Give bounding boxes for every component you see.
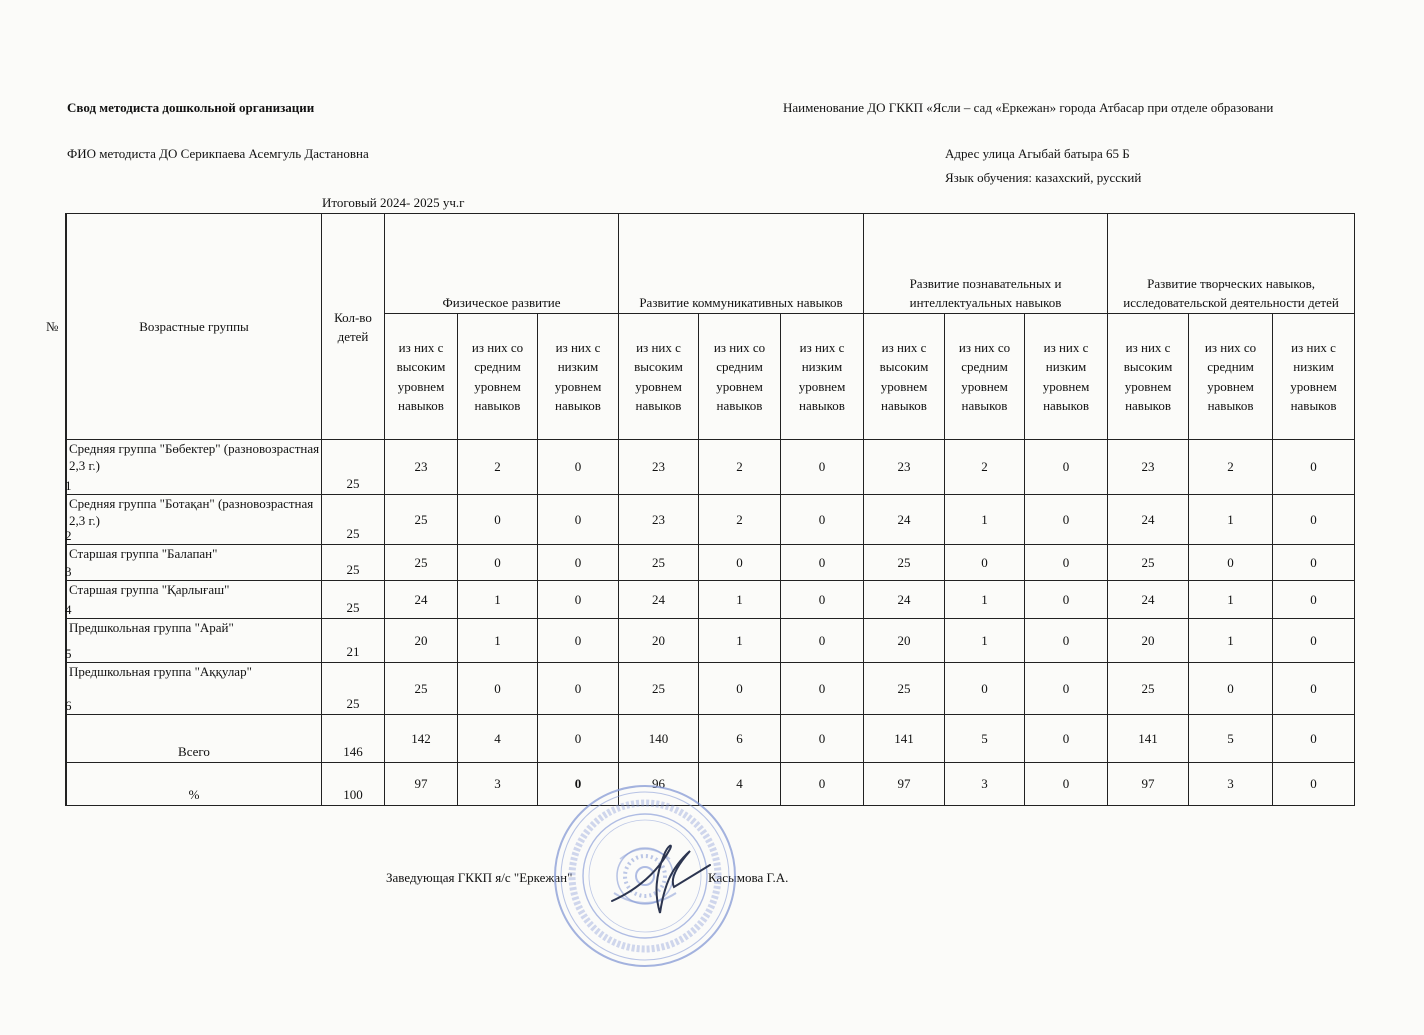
level-value: 0 <box>538 715 619 763</box>
row-number: 2 <box>66 495 67 545</box>
subheader-low: из них с низким уровнем навыков <box>781 314 864 440</box>
row-number: 5 <box>66 619 67 663</box>
level-value: 141 <box>864 715 945 763</box>
address: Адрес улица Агыбай батыра 65 Б <box>945 146 1130 161</box>
level-value: 20 <box>1108 619 1189 663</box>
row-number: 3 <box>66 545 67 581</box>
level-value: 20 <box>619 619 699 663</box>
report-period: Итоговый 2024- 2025 уч.г <box>322 195 465 210</box>
subheader-low: из них с низким уровнем навыков <box>1273 314 1355 440</box>
level-value: 0 <box>781 440 864 495</box>
level-value: 0 <box>1025 495 1108 545</box>
level-value: 0 <box>1025 663 1108 715</box>
level-value: 0 <box>538 440 619 495</box>
level-value: 25 <box>385 545 458 581</box>
level-value: 23 <box>1108 440 1189 495</box>
table-row <box>66 663 1355 715</box>
level-value: 3 <box>458 763 538 806</box>
group-name: Предшкольная группа "Арай" <box>67 619 322 663</box>
children-count: 25 <box>322 440 385 495</box>
level-value: 24 <box>1108 495 1189 545</box>
level-value: 2 <box>699 440 781 495</box>
level-value: 0 <box>781 619 864 663</box>
level-value: 2 <box>699 495 781 545</box>
level-value: 0 <box>781 763 864 806</box>
column-header-number: № <box>66 214 67 440</box>
level-value: 0 <box>458 545 538 581</box>
group-name: Предшкольная группа "Аққулар" <box>67 663 322 715</box>
level-value: 0 <box>1273 581 1355 619</box>
level-value: 23 <box>864 440 945 495</box>
level-value: 0 <box>538 619 619 663</box>
level-value: 97 <box>1108 763 1189 806</box>
level-value: 141 <box>1108 715 1189 763</box>
level-value: 0 <box>1273 440 1355 495</box>
level-value: 23 <box>385 440 458 495</box>
row-number: 6 <box>66 663 67 715</box>
subheader-low: из них с низким уровнем навыков <box>538 314 619 440</box>
section-creative: Развитие творческих навыков, исследовательской деятельности детей <box>1108 214 1355 314</box>
level-value: 23 <box>619 440 699 495</box>
level-value: 0 <box>1189 545 1273 581</box>
group-name: Средняя группа "Бөбектер" (разновозрастная 2,3 г.) <box>67 440 322 495</box>
level-value: 0 <box>1273 495 1355 545</box>
level-value: 1 <box>458 619 538 663</box>
children-count: 25 <box>322 495 385 545</box>
level-value: 1 <box>945 495 1025 545</box>
level-value: 0 <box>781 545 864 581</box>
level-value: 25 <box>864 663 945 715</box>
level-value: 0 <box>538 545 619 581</box>
level-value: 0 <box>1025 715 1108 763</box>
level-value: 3 <box>945 763 1025 806</box>
level-value: 0 <box>458 495 538 545</box>
column-header-groups: Возрастные группы <box>67 214 322 440</box>
table-row <box>66 581 1355 619</box>
group-name: Старшая группа "Қарлығаш" <box>67 581 322 619</box>
total-row <box>66 715 1355 763</box>
level-value: 0 <box>1025 619 1108 663</box>
level-value: 24 <box>1108 581 1189 619</box>
level-value: 0 <box>1189 663 1273 715</box>
row-number: 1 <box>66 440 67 495</box>
children-count: 25 <box>322 581 385 619</box>
total-row-count: 146 <box>322 715 385 763</box>
level-value: 0 <box>1273 663 1355 715</box>
level-value: 142 <box>385 715 458 763</box>
level-value: 0 <box>538 663 619 715</box>
level-value: 24 <box>619 581 699 619</box>
level-value: 2 <box>458 440 538 495</box>
level-value: 1 <box>1189 495 1273 545</box>
table-row <box>66 545 1355 581</box>
level-value: 25 <box>385 663 458 715</box>
table-body <box>46 214 1355 806</box>
level-value: 25 <box>619 545 699 581</box>
official-seal-stamp <box>552 783 738 969</box>
level-value: 4 <box>699 763 781 806</box>
level-value: 96 <box>619 763 699 806</box>
level-value: 1 <box>699 581 781 619</box>
level-value: 24 <box>385 581 458 619</box>
teaching-language: Язык обучения: казахский, русский <box>945 170 1142 185</box>
level-value: 1 <box>945 581 1025 619</box>
row-number: 4 <box>66 581 67 619</box>
level-value: 25 <box>864 545 945 581</box>
level-value: 25 <box>1108 545 1189 581</box>
level-value: 25 <box>385 495 458 545</box>
level-value: 0 <box>1025 440 1108 495</box>
table-row <box>66 619 1355 663</box>
level-value: 0 <box>781 715 864 763</box>
level-value: 20 <box>385 619 458 663</box>
level-value: 5 <box>1189 715 1273 763</box>
level-value: 0 <box>1025 545 1108 581</box>
level-value: 1 <box>1189 619 1273 663</box>
subheader-high: из них с высоким уровнем навыков <box>619 314 699 440</box>
level-value: 0 <box>781 581 864 619</box>
level-value: 0 <box>1025 581 1108 619</box>
subheader-low: из них с низким уровнем навыков <box>1025 314 1108 440</box>
signatory-name: Касымова Г.А. <box>708 870 789 885</box>
children-count: 25 <box>322 545 385 581</box>
level-value: 1 <box>1189 581 1273 619</box>
level-value: 23 <box>619 495 699 545</box>
group-name: Старшая группа "Балапан" <box>67 545 322 581</box>
level-value: 97 <box>864 763 945 806</box>
methodist-name: ФИО методиста ДО Серикпаева Асемгуль Дастановна <box>67 146 369 161</box>
subheader-high: из них с высоким уровнем навыков <box>1108 314 1189 440</box>
level-value: 25 <box>619 663 699 715</box>
level-value: 0 <box>699 545 781 581</box>
level-value: 0 <box>1273 619 1355 663</box>
section-cognitive: Развитие познавательных и интеллектуальных навыков <box>864 214 1108 314</box>
document-title: Свод методиста дошкольной организации <box>67 100 315 115</box>
level-value: 0 <box>538 495 619 545</box>
level-value: 1 <box>458 581 538 619</box>
level-value: 0 <box>945 545 1025 581</box>
level-value: 25 <box>1108 663 1189 715</box>
level-value: 0 <box>538 763 619 806</box>
level-value: 0 <box>1273 545 1355 581</box>
level-value: 0 <box>1273 763 1355 806</box>
head-position: Заведующая ГККП я/с "Еркежан" <box>386 870 573 885</box>
level-value: 6 <box>699 715 781 763</box>
header-row-sections <box>66 214 1355 314</box>
section-communication: Развитие коммуникативных навыков <box>619 214 864 314</box>
subheader-mid: из них со средним уровнем навыков <box>458 314 538 440</box>
column-header-count: Кол-во детей <box>322 214 385 440</box>
level-value: 20 <box>864 619 945 663</box>
subheader-mid: из них со средним уровнем навыков <box>945 314 1025 440</box>
level-value: 4 <box>458 715 538 763</box>
level-value: 1 <box>699 619 781 663</box>
level-value: 0 <box>1025 763 1108 806</box>
level-value: 140 <box>619 715 699 763</box>
level-value: 3 <box>1189 763 1273 806</box>
level-value: 0 <box>458 663 538 715</box>
level-value: 1 <box>945 619 1025 663</box>
table-row <box>66 495 1355 545</box>
section-physical: Физическое развитие <box>385 214 619 314</box>
level-value: 24 <box>864 581 945 619</box>
percent-row-count: 100 <box>322 763 385 806</box>
level-value: 97 <box>385 763 458 806</box>
level-value: 0 <box>1273 715 1355 763</box>
subheader-high: из них с высоким уровнем навыков <box>385 314 458 440</box>
level-value: 0 <box>945 663 1025 715</box>
level-value: 0 <box>781 663 864 715</box>
level-value: 2 <box>945 440 1025 495</box>
level-value: 24 <box>864 495 945 545</box>
table-row <box>66 440 1355 495</box>
subheader-high: из них с высоким уровнем навыков <box>864 314 945 440</box>
children-count: 21 <box>322 619 385 663</box>
subheader-mid: из них со средним уровнем навыков <box>699 314 781 440</box>
level-value: 5 <box>945 715 1025 763</box>
organization-name: Наименование ДО ГККП «Ясли – сад «Еркежан» города Атбасар при отделе образовани <box>783 100 1274 115</box>
level-value: 0 <box>699 663 781 715</box>
subheader-mid: из них со средним уровнем навыков <box>1189 314 1273 440</box>
group-name: Средняя группа "Ботақан" (разновозрастная 2,3 г.) <box>67 495 322 545</box>
level-value: 0 <box>781 495 864 545</box>
children-count: 25 <box>322 663 385 715</box>
percent-row-label: % <box>67 763 322 806</box>
level-value: 2 <box>1189 440 1273 495</box>
level-value: 0 <box>538 581 619 619</box>
report-table <box>46 213 1355 806</box>
total-row-label: Всего <box>67 715 322 763</box>
